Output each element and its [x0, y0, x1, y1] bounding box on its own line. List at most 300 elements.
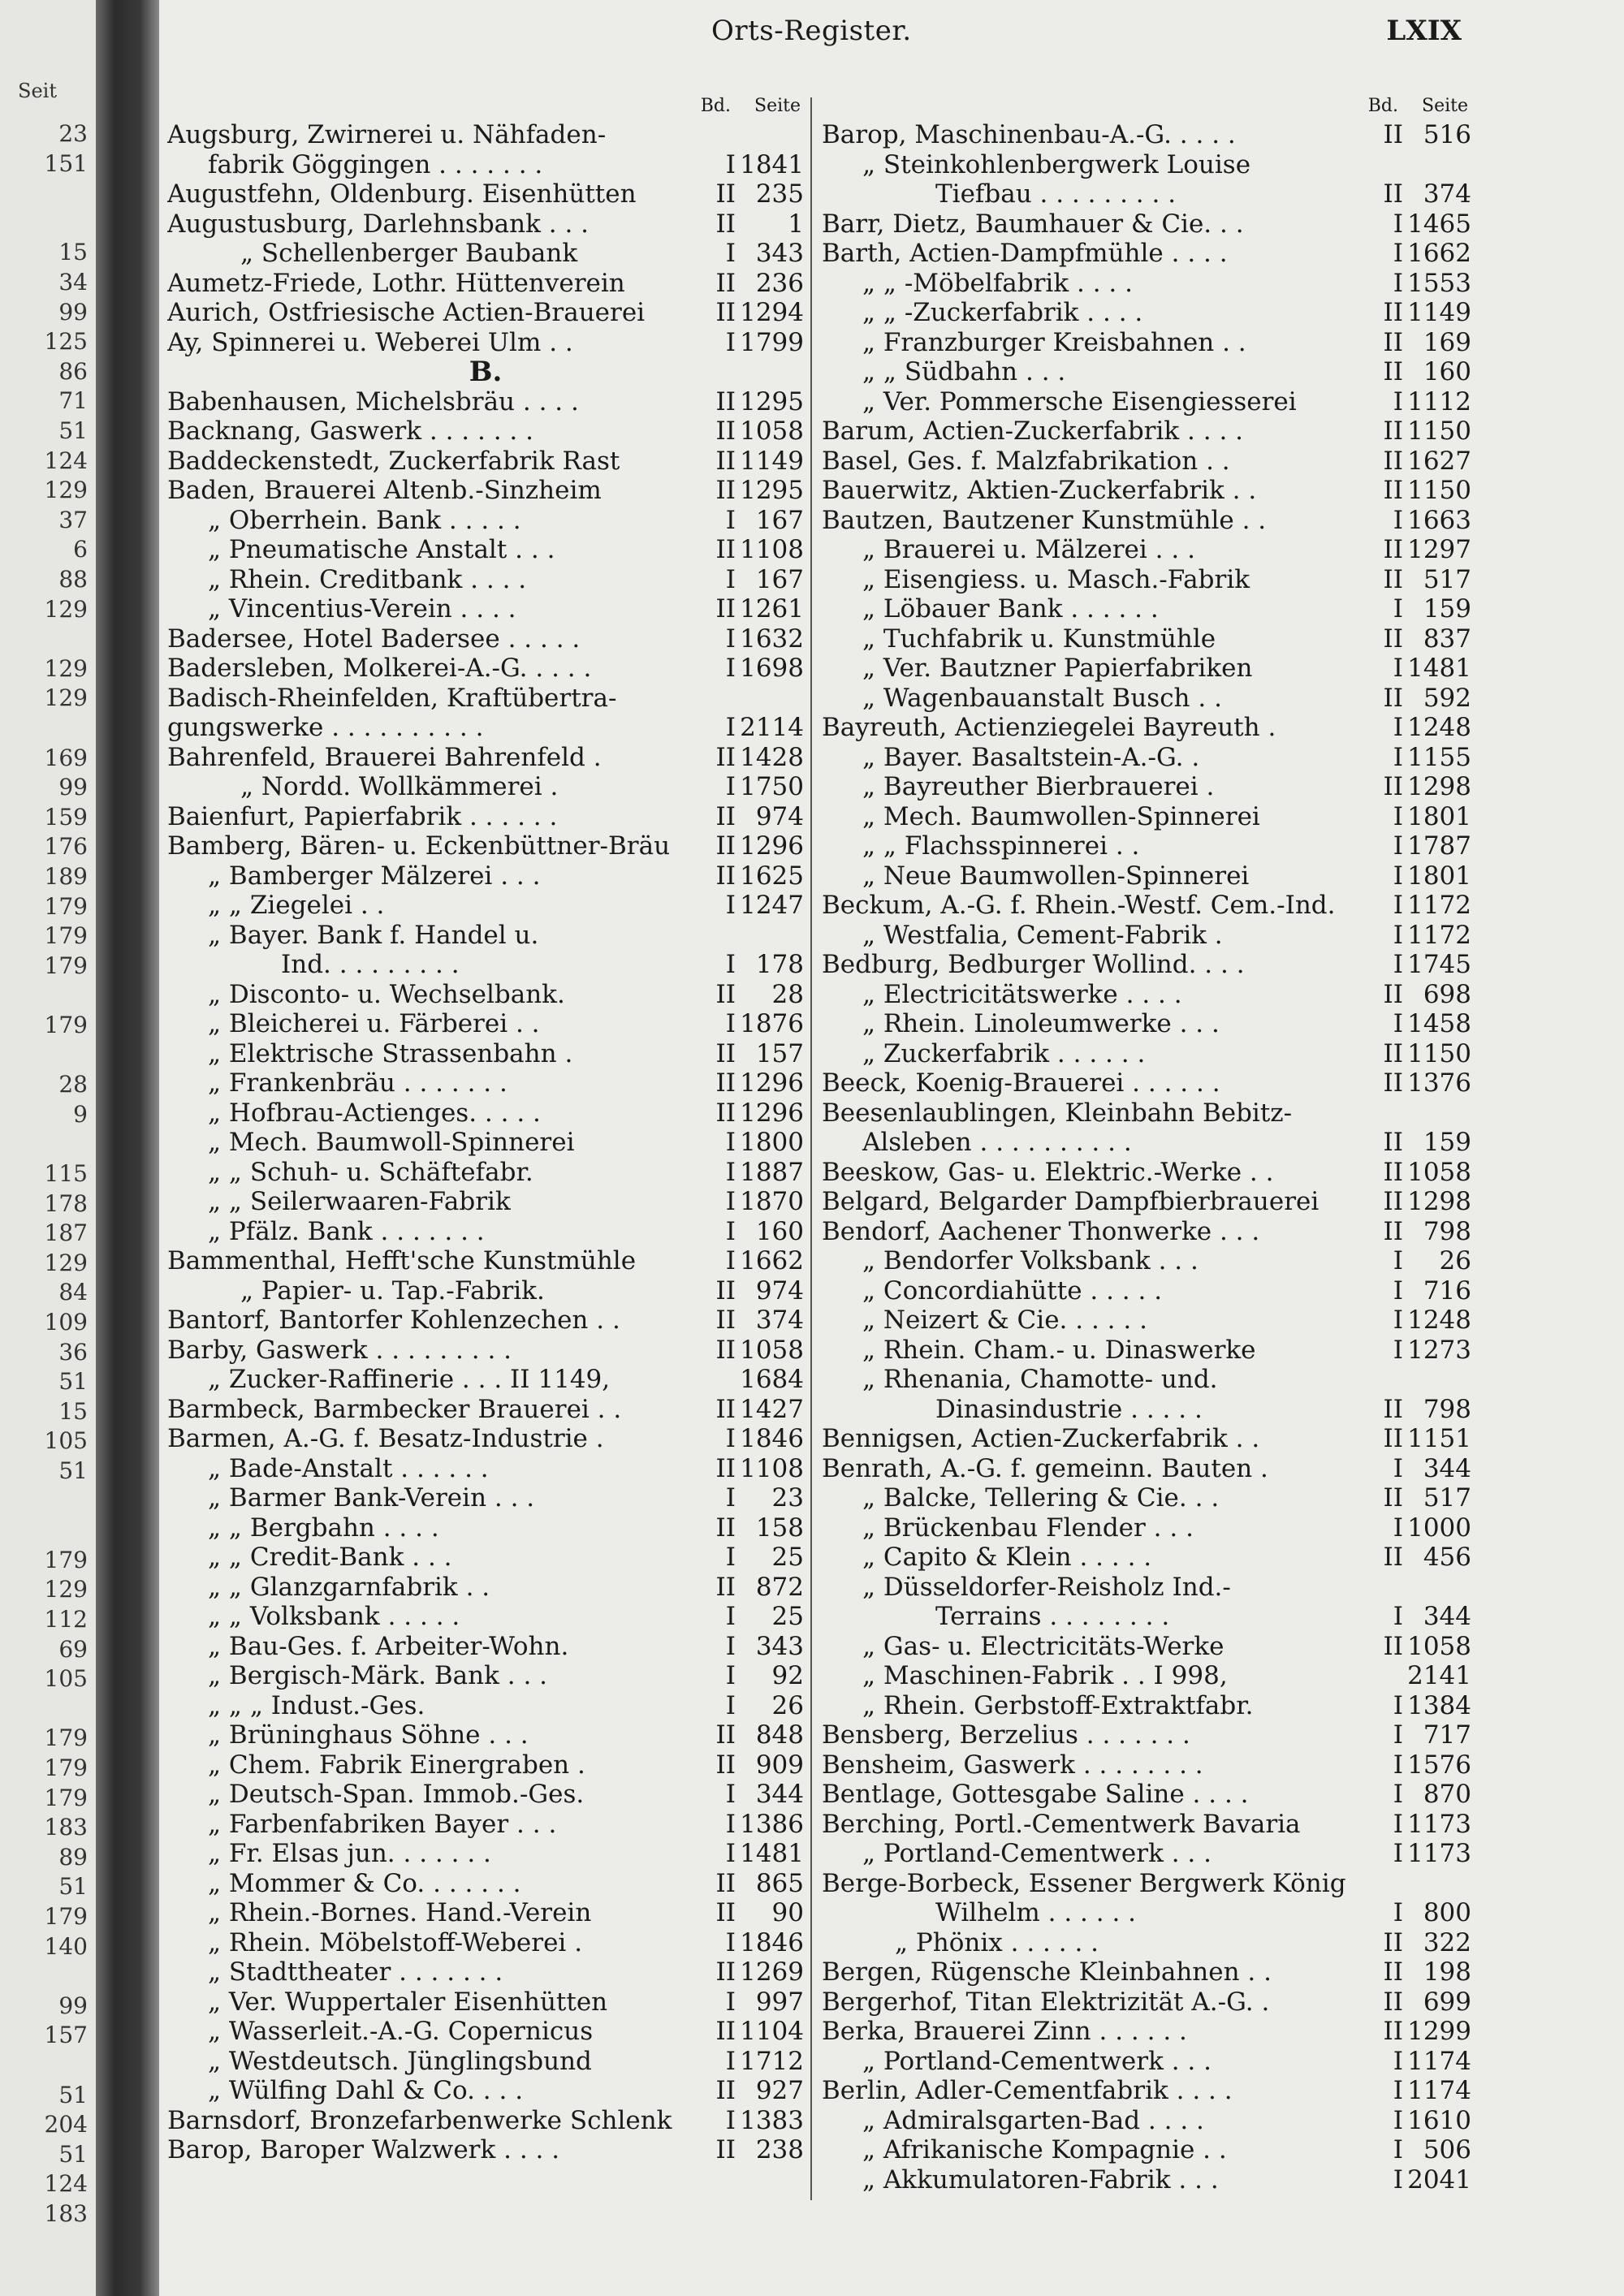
entry-page: 1846: [740, 1927, 804, 1957]
entry-name: „ Bayer. Basaltstein-A.-G. .: [862, 742, 1200, 772]
page-number: LXIX: [1386, 15, 1462, 47]
entry-volume: I: [1393, 1839, 1403, 1868]
margin-number: 51: [58, 417, 88, 444]
entry-name: Berlin, Adler-Cementfabrik . . . .: [822, 2076, 1233, 2105]
entry-volume: I: [1393, 2164, 1403, 2195]
entry-page: 927: [755, 2076, 804, 2105]
entry-page: 1000: [1407, 1513, 1471, 1543]
entry-name: Beeskow, Gas- u. Elektric.-Werke . .: [822, 1157, 1274, 1187]
entry-name: „ Wagenbauanstalt Busch . .: [862, 683, 1222, 713]
entry-name: Barby, Gaswerk . . . . . . . . .: [167, 1335, 512, 1365]
entry-volume: I: [725, 1187, 736, 1216]
index-entry: [822, 1039, 1471, 1069]
index-entry: [167, 1365, 804, 1395]
entry-name: „ „ -Möbelfabrik . . . .: [862, 268, 1133, 298]
entry-volume: I: [1393, 2076, 1403, 2105]
index-entry: [167, 150, 804, 180]
entry-volume: I: [1393, 920, 1403, 950]
entry-page: 1632: [740, 624, 804, 654]
index-entry: [167, 950, 804, 980]
entry-page: 160: [755, 1216, 804, 1246]
index-entry: [822, 1543, 1471, 1573]
entry-name: „ Neue Baumwollen-Spinnerei: [862, 861, 1250, 891]
entry-page: 1465: [1407, 209, 1471, 239]
index-entry: [822, 861, 1471, 891]
entry-name: fabrik Göggingen . . . . . . .: [208, 149, 543, 179]
entry-page: 1294: [740, 298, 804, 327]
entry-volume: II: [715, 1453, 736, 1483]
entry-page: 1801: [1407, 861, 1471, 891]
index-entry: [167, 1632, 804, 1662]
entry-volume: I: [1393, 1275, 1403, 1306]
index-entry: [822, 772, 1471, 802]
entry-volume: I: [1393, 386, 1403, 416]
index-entry: [822, 120, 1471, 150]
entry-name: Aumetz-Friede, Lothr. Hüttenverein: [167, 268, 625, 298]
entry-page: 1172: [1407, 891, 1471, 920]
index-entry: [822, 1336, 1471, 1366]
entry-page: 1576: [1407, 1750, 1471, 1780]
entry-page: 1108: [740, 1453, 804, 1483]
entry-volume: II: [715, 801, 736, 831]
index-entry: [822, 980, 1471, 1010]
entry-volume: II: [715, 1513, 736, 1543]
entry-volume: II: [715, 535, 736, 564]
entry-volume: II: [715, 386, 736, 416]
entry-name: Baienfurt, Papierfabrik . . . . . .: [167, 801, 558, 831]
entry-name: „ Bade-Anstalt . . . . . .: [208, 1453, 489, 1483]
margin-number: 179: [44, 892, 88, 920]
index-entry: [167, 447, 804, 477]
index-entry: [167, 891, 804, 921]
entry-page: 169: [1423, 327, 1471, 357]
index-entry: [822, 654, 1471, 684]
entry-page: 699: [1423, 1987, 1471, 2017]
entry-volume: I: [1393, 239, 1403, 268]
entry-name: Bantorf, Bantorfer Kohlenzechen . .: [167, 1306, 620, 1335]
index-entry: [822, 209, 1471, 240]
entry-page: 344: [1423, 1602, 1471, 1631]
entry-page: 1383: [740, 2105, 804, 2135]
entry-name: „ Rhein. Gerbstoff-Extraktfabr.: [862, 1690, 1254, 1720]
entry-page: 1750: [740, 772, 804, 801]
index-entry: [167, 831, 804, 861]
entry-volume: II: [1383, 1483, 1403, 1513]
entry-volume: II: [715, 979, 736, 1009]
entry-volume: II: [1383, 1957, 1403, 1987]
entry-page: 1151: [1407, 1424, 1471, 1453]
entry-volume: II: [1383, 2017, 1403, 2046]
entry-page: 167: [755, 564, 804, 594]
entry-name: „ Fr. Elsas jun. . . . . . .: [208, 1839, 491, 1868]
entry-volume: I: [1393, 742, 1403, 772]
index-entry: [822, 1395, 1471, 1425]
entry-name: Berching, Portl.-Cementwerk Bavaria: [822, 1809, 1301, 1839]
index-entry: [822, 2165, 1471, 2195]
index-entry: [822, 1780, 1471, 1810]
entry-volume: II: [1383, 772, 1403, 801]
entry-page: 1458: [1407, 1009, 1471, 1038]
entry-name: „ Papier- u. Tap.-Fabrik.: [240, 1275, 545, 1306]
entry-page: 1663: [1407, 505, 1471, 535]
margin-number: 129: [44, 595, 88, 623]
entry-page: 1870: [740, 1187, 804, 1216]
entry-page: 344: [755, 1780, 804, 1809]
index-entry: [822, 1098, 1471, 1129]
entry-volume: I: [1393, 1720, 1403, 1750]
entry-volume: II: [715, 1306, 736, 1335]
index-entry: [822, 831, 1471, 861]
index-entry: [167, 1691, 804, 1721]
page-header: [159, 15, 1624, 55]
entry-name: Bergen, Rügensche Kleinbahnen . .: [822, 1957, 1272, 1987]
entry-name: „ Ver. Bautzner Papierfabriken: [862, 654, 1253, 683]
entry-volume: I: [725, 2046, 736, 2076]
entry-volume: II: [715, 2076, 736, 2105]
index-entry: [822, 950, 1471, 980]
index-entry: [822, 447, 1471, 477]
entry-page: 517: [1423, 1483, 1471, 1513]
entry-name: Benrath, A.-G. f. gemeinn. Bauten .: [822, 1453, 1268, 1483]
entry-name: Ind. . . . . . . . .: [281, 950, 460, 979]
index-entry: [167, 1158, 804, 1188]
entry-page: 1846: [740, 1424, 804, 1453]
index-entry: [822, 1898, 1471, 1928]
index-entry: [822, 2017, 1471, 2047]
margin-number: 99: [58, 298, 88, 326]
entry-page: 26: [771, 1690, 804, 1720]
index-entry: [167, 921, 804, 951]
right-entries: [822, 120, 1471, 2195]
entry-volume: I: [1393, 1306, 1403, 1335]
index-entry: [822, 476, 1471, 506]
entry-name: „ Disconto- u. Wechselbank.: [208, 979, 565, 1009]
index-entry: [167, 1424, 804, 1454]
index-entry: [167, 743, 804, 773]
entry-page: 1247: [740, 891, 804, 920]
left-entries: [167, 120, 804, 2165]
entry-volume: II: [1383, 357, 1403, 386]
index-entry: [167, 684, 804, 714]
entry-page: 160: [1423, 357, 1471, 386]
entry-volume: II: [1383, 327, 1403, 357]
entry-page: 1745: [1407, 950, 1471, 979]
entry-volume: II: [1383, 535, 1403, 564]
index-entry: [822, 1513, 1471, 1543]
entry-volume: I: [725, 149, 736, 179]
margin-number: 151: [44, 149, 88, 177]
right-index-column: [822, 91, 1471, 2195]
entry-page: 865: [755, 1868, 804, 1898]
entry-name: „ „ Schuh- u. Schäftefabr.: [208, 1157, 533, 1187]
margin-number: 28: [58, 1071, 88, 1098]
entry-volume: II: [1383, 979, 1403, 1009]
index-entry: [167, 654, 804, 684]
entry-volume: I: [1393, 594, 1403, 624]
index-entry: [167, 476, 804, 506]
entry-page: 974: [755, 801, 804, 831]
margin-number: 179: [44, 1754, 88, 1781]
index-entry: [167, 1336, 804, 1366]
entry-page: 1108: [740, 535, 804, 564]
entry-page: 1174: [1407, 2046, 1471, 2076]
index-entry: [167, 861, 804, 891]
entry-volume: I: [725, 1987, 736, 2017]
entry-volume: I: [1393, 1780, 1403, 1809]
entry-volume: I: [725, 1246, 736, 1275]
entry-name: „ Westdeutsch. Jünglingsbund: [208, 2046, 592, 2076]
entry-page: 997: [755, 1987, 804, 2017]
entry-name: Barth, Actien-Dampfmühle . . . .: [822, 239, 1228, 268]
entry-page: 1261: [740, 594, 804, 624]
entry-volume: II: [1383, 1631, 1403, 1661]
entry-volume: I: [1393, 209, 1403, 239]
margin-number: 84: [58, 1279, 88, 1306]
margin-number: 6: [73, 536, 88, 563]
entry-page: 1269: [740, 1957, 804, 1987]
entry-page: 235: [755, 179, 804, 209]
entry-name: Barmbeck, Barmbecker Brauerei . .: [167, 1394, 622, 1424]
entry-page: 23: [771, 1483, 804, 1513]
entry-page: 1299: [1407, 2017, 1471, 2046]
page-header-label: Seite: [754, 96, 801, 116]
margin-number: 189: [44, 863, 88, 890]
entry-page: 374: [755, 1306, 804, 1335]
entry-volume: I: [1393, 861, 1403, 891]
entry-volume: I: [725, 1690, 736, 1720]
index-entry: [167, 1810, 804, 1840]
index-entry: [167, 506, 804, 536]
entry-page: 1712: [740, 2046, 804, 2076]
entry-name: Bautzen, Bautzener Kunstmühle . .: [822, 505, 1267, 535]
entry-page: 872: [755, 1572, 804, 1602]
entry-name: „ Elektrische Strassenbahn .: [208, 1038, 573, 1068]
index-entry: [822, 1365, 1471, 1395]
entry-volume: I: [725, 1927, 736, 1957]
entry-name: „ Barmer Bank-Verein . . .: [208, 1483, 535, 1513]
entry-name: „ Hofbrau-Actienges. . . . .: [208, 1098, 541, 1128]
entry-name: Terrains . . . . . . . .: [935, 1602, 1170, 1631]
entry-page: 1296: [740, 831, 804, 861]
entry-name: „ Mommer & Co. . . . . . .: [208, 1868, 521, 1898]
entry-page: 1058: [740, 416, 804, 446]
entry-volume: I: [725, 1661, 736, 1690]
index-entry: [822, 506, 1471, 536]
entry-volume: I: [725, 327, 736, 357]
entry-name: Barop, Baroper Walzwerk . . . .: [167, 2135, 560, 2164]
entry-volume: I: [725, 772, 736, 801]
margin-number: 129: [44, 477, 88, 504]
entry-name: „ Bergisch-Märk. Bank . . .: [208, 1661, 548, 1690]
entry-page: 1150: [1407, 476, 1471, 505]
entry-name: „ Ver. Wuppertaler Eisenhütten: [208, 1987, 608, 2017]
index-entry: [167, 1513, 804, 1543]
margin-number: 105: [44, 1427, 88, 1455]
margin-number: 71: [58, 387, 88, 415]
entry-page: 837: [1423, 624, 1471, 654]
entry-name: Baden, Brauerei Altenb.-Sinzheim: [167, 476, 602, 505]
entry-name: „ Löbauer Bank . . . . . .: [862, 594, 1159, 624]
volume-header: Bd.: [700, 96, 731, 116]
entry-volume: I: [725, 1780, 736, 1809]
margin-number: 179: [44, 1012, 88, 1038]
entry-page: 1298: [1407, 772, 1471, 801]
index-entry: [167, 387, 804, 417]
entry-volume: II: [1383, 416, 1403, 446]
entry-name: „ Gas- u. Electricitäts-Werke: [862, 1631, 1224, 1661]
index-entry: [167, 772, 804, 802]
entry-page: 506: [1423, 2135, 1471, 2164]
entry-name: „ „ -Zuckerfabrik . . . .: [862, 298, 1143, 327]
index-entry: [167, 565, 804, 595]
index-entry: [167, 1928, 804, 1958]
entry-page: 716: [1423, 1275, 1471, 1306]
index-entry: [167, 1395, 804, 1425]
index-entry: [822, 2106, 1471, 2136]
entry-name: „ Portland-Cementwerk . . .: [862, 2046, 1212, 2076]
index-entry: [822, 416, 1471, 447]
entry-name: „ Stadttheater . . . . . . .: [208, 1957, 503, 1987]
entry-page: 1058: [740, 1335, 804, 1365]
index-entry: [167, 2076, 804, 2106]
left-page-margin: [0, 0, 96, 2296]
entry-volume: I: [725, 713, 736, 742]
margin-number: 159: [44, 803, 88, 831]
entry-volume: I: [1393, 891, 1403, 920]
entry-volume: I: [725, 1483, 736, 1513]
entry-page: 1684: [740, 1365, 804, 1394]
index-entry: [167, 1068, 804, 1098]
entry-name: Bayreuth, Actienziegelei Bayreuth .: [822, 713, 1276, 742]
index-entry: [167, 1454, 804, 1484]
entry-volume: II: [715, 1098, 736, 1128]
index-entry: [822, 1750, 1471, 1780]
index-entry: [822, 891, 1471, 921]
entry-volume: I: [725, 1009, 736, 1038]
entry-name: „ Bau-Ges. f. Arbeiter-Wohn.: [208, 1631, 569, 1661]
entry-page: 158: [755, 1513, 804, 1543]
entry-volume: I: [725, 950, 736, 979]
index-entry: [822, 1009, 1471, 1039]
index-entry: [822, 387, 1471, 417]
entry-volume: II: [715, 1572, 736, 1602]
margin-number: 37: [58, 506, 88, 533]
entry-volume: I: [1393, 505, 1403, 535]
entry-name: Badisch-Rheinfelden, Kraftübertra-: [167, 683, 617, 713]
index-entry: [167, 1720, 804, 1750]
entry-page: 1662: [740, 1246, 804, 1275]
entry-volume: II: [715, 1750, 736, 1780]
margin-number: 187: [44, 1219, 88, 1247]
margin-number: 179: [44, 1546, 88, 1573]
index-entry: [167, 1839, 804, 1869]
index-entry: [822, 1720, 1471, 1750]
entry-volume: II: [715, 1868, 736, 1898]
margin-number: 51: [58, 2081, 88, 2108]
entry-page: 1627: [1407, 446, 1471, 476]
index-entry: [822, 357, 1471, 387]
entry-name: Augustfehn, Oldenburg. Eisenhütten: [167, 179, 637, 209]
entry-volume: I: [1393, 2135, 1403, 2164]
entry-name: „ „ Seilerwaaren-Fabrik: [208, 1187, 511, 1216]
entry-name: Beesenlaublingen, Kleinbahn Bebitz-: [822, 1098, 1293, 1128]
entry-volume: I: [1393, 1453, 1403, 1483]
entry-name: „ Tuchfabrik u. Kunstmühle: [862, 624, 1216, 654]
margin-heading: Seit: [18, 80, 57, 102]
entry-page: 1174: [1407, 2076, 1471, 2105]
entry-name: „ Neizert & Cie. . . . . .: [862, 1306, 1147, 1335]
entry-page: 974: [755, 1275, 804, 1306]
entry-page: 870: [1423, 1780, 1471, 1809]
margin-number: 69: [58, 1635, 88, 1663]
entry-name: Berka, Brauerei Zinn . . . . . .: [822, 2017, 1187, 2046]
index-entry: [822, 1632, 1471, 1662]
entry-name: „ Düsseldorfer-Reisholz Ind.-: [862, 1572, 1231, 1602]
index-entry: [822, 1306, 1471, 1336]
margin-number: 15: [58, 239, 88, 266]
entry-page: 800: [1423, 1898, 1471, 1927]
index-entry: [167, 1009, 804, 1039]
index-entry: [167, 1246, 804, 1276]
entry-volume: I: [725, 505, 736, 535]
entry-name: „ Rhein. Linoleumwerke . . .: [862, 1009, 1220, 1038]
entry-volume: I: [725, 891, 736, 920]
entry-page: 344: [1423, 1453, 1471, 1483]
entry-volume: I: [725, 2105, 736, 2135]
margin-number: 36: [58, 1338, 88, 1366]
entry-name: „ Mech. Baumwoll-Spinnerei: [208, 1128, 575, 1157]
entry-volume: II: [715, 298, 736, 327]
entry-name: gungswerke . . . . . . . . . .: [167, 713, 484, 742]
entry-volume: I: [1393, 831, 1403, 861]
entry-name: Barop, Maschinenbau-A.-G. . . . .: [822, 120, 1236, 149]
entry-name: Babenhausen, Michelsbräu . . . .: [167, 386, 579, 416]
entry-page: 1662: [1407, 239, 1471, 268]
entry-page: 1248: [1407, 713, 1471, 742]
index-entry: [167, 1276, 804, 1306]
entry-page: 1428: [740, 742, 804, 772]
entry-name: „ Zuckerfabrik . . . . . .: [862, 1038, 1146, 1068]
index-entry: [822, 1068, 1471, 1098]
entry-name: „ Afrikanische Kompagnie . .: [862, 2135, 1227, 2164]
index-entry: [822, 1810, 1471, 1840]
entry-volume: II: [715, 2135, 736, 2164]
entry-name: Wilhelm . . . . . .: [935, 1898, 1137, 1927]
index-entry: [167, 1898, 804, 1928]
margin-number: 99: [58, 1992, 88, 2019]
margin-number: 51: [58, 1457, 88, 1484]
entry-page: 1876: [740, 1009, 804, 1038]
entry-name: „ Maschinen-Fabrik . . I 998,: [862, 1661, 1228, 1690]
index-entry: [167, 1987, 804, 2018]
index-entry: [822, 1217, 1471, 1247]
entry-name: „ Phönix . . . . . .: [895, 1927, 1099, 1957]
entry-name: „ Farbenfabriken Bayer . . .: [208, 1809, 557, 1839]
entry-name: „ Rhein. Creditbank . . . .: [208, 564, 527, 594]
margin-number: 179: [44, 1784, 88, 1811]
entry-page: 2141: [1407, 1661, 1471, 1690]
entry-name: „ Deutsch-Span. Immob.-Ges.: [208, 1780, 585, 1809]
entry-page: 1553: [1407, 268, 1471, 298]
entry-page: 1273: [1407, 1335, 1471, 1365]
entry-page: 1295: [740, 476, 804, 505]
entry-page: 516: [1423, 120, 1471, 149]
entry-name: Barr, Dietz, Baumhauer & Cie. . .: [822, 209, 1244, 239]
index-entry: [822, 1869, 1471, 1899]
margin-number: 105: [44, 1665, 88, 1693]
index-entry: [822, 2135, 1471, 2165]
entry-name: „ Brüninghaus Söhne . . .: [208, 1720, 529, 1750]
